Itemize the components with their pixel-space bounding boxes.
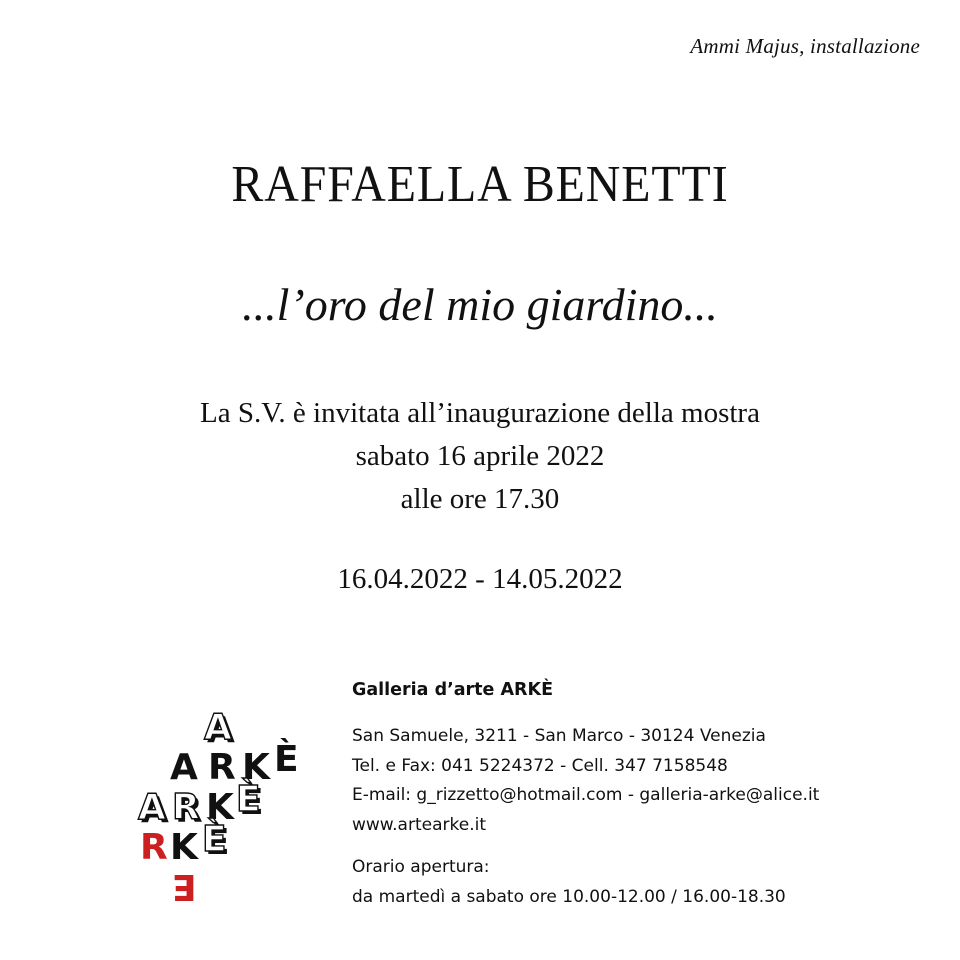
logo-letter: A — [204, 707, 232, 748]
gallery-email: E-mail: g_rizzetto@hotmail.com - galleria-arke@alice.it — [352, 785, 820, 805]
opening-date: sabato 16 aprile 2022 — [355, 440, 605, 472]
logo-letter: A — [170, 747, 198, 788]
logo-letter: E — [172, 866, 197, 907]
logo-letter: R — [208, 747, 236, 788]
logo-letter: È — [236, 779, 261, 820]
gallery-address: San Samuele, 3211 - San Marco - 30124 Venezia — [352, 726, 766, 746]
invitation-line: La S.V. è invitata all’inaugurazione della mostra — [200, 397, 760, 429]
logo-letter: R — [172, 787, 200, 828]
logo-letter: K — [170, 827, 198, 868]
arke-logo — [128, 707, 328, 910]
exhibition-title: ...l’oro del mio giardino... — [242, 279, 718, 330]
logo-letter: R — [140, 827, 168, 868]
gallery-phone: Tel. e Fax: 041 5224372 - Cell. 347 7158548 — [352, 755, 728, 776]
logo-letter: È — [202, 819, 227, 860]
artist-name: RAFFAELLA BENETTI — [231, 156, 729, 213]
gallery-name: Galleria d’arte ARKÈ — [352, 680, 554, 700]
opening-hours-label: Orario apertura: — [352, 857, 490, 877]
artwork-caption: Ammi Majus, installazione — [690, 34, 920, 58]
logo-letter: A — [138, 787, 166, 828]
invitation-text — [0, 392, 960, 521]
opening-hours: da martedì a sabato ore 10.00-12.00 / 16.00-18.30 — [352, 886, 786, 907]
logo-letter: K — [242, 747, 270, 788]
gallery-info — [352, 680, 819, 912]
logo-letter: È — [274, 739, 299, 780]
exhibition-dates: 16.04.2022 - 14.05.2022 — [337, 563, 623, 595]
gallery-website: www.artearke.it — [352, 814, 486, 835]
logo-letter: K — [206, 787, 234, 828]
opening-time: alle ore 17.30 — [400, 483, 560, 515]
